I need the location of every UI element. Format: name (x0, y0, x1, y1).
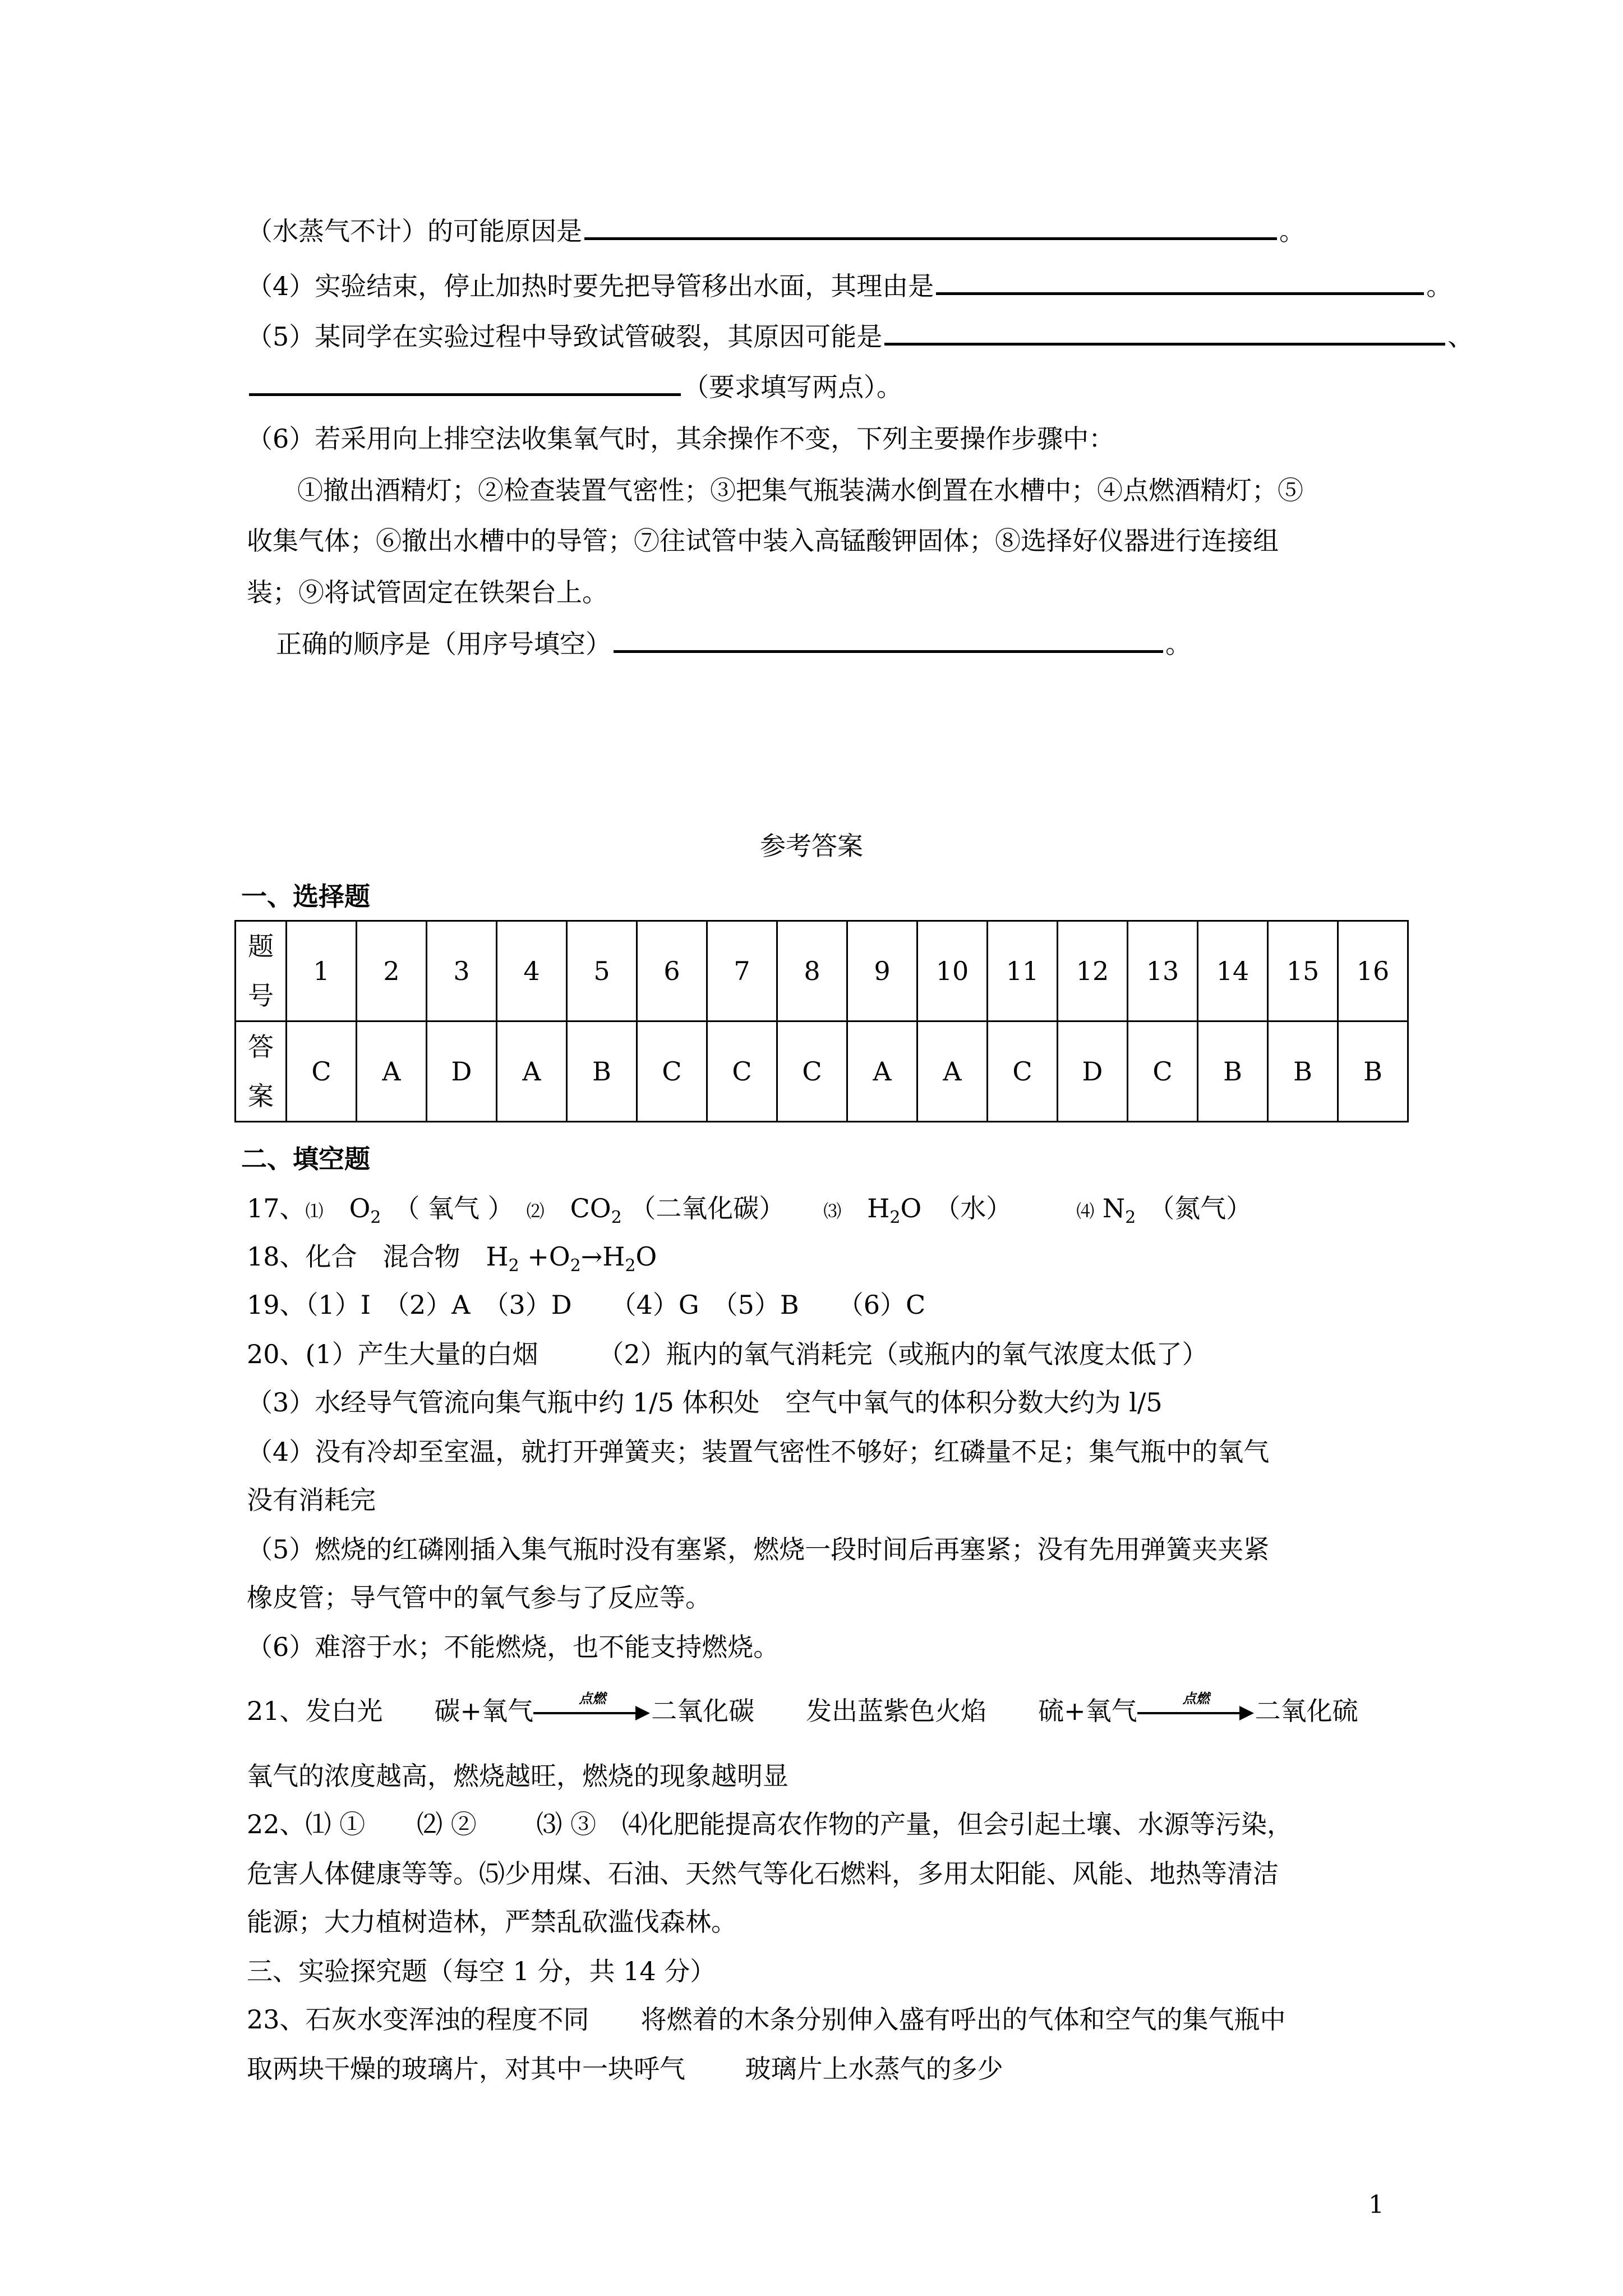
number-cell: 3 (427, 921, 497, 1022)
q-line-7: 收集气体；⑥撤出水槽中的导管；⑦往试管中装入高锰酸钾固体；⑧选择好仪器进行连接组 (247, 526, 1279, 556)
number-cell: 10 (917, 921, 988, 1022)
section-title-fill: 二、填空题 (241, 1144, 370, 1174)
arrow-icon: → (580, 1241, 603, 1272)
answer-cell: C (637, 1022, 707, 1122)
answer-cell: D (1058, 1022, 1128, 1122)
answer-cell: C (287, 1022, 357, 1122)
section-title-choice: 一、选择题 (241, 881, 370, 912)
answer-cell: C (777, 1022, 847, 1122)
answer-19: 19、（1）I （2）A （3）D （4）G （5）B （6）C (247, 1290, 926, 1320)
number-cell: 6 (637, 921, 707, 1022)
answer-cell: C (1128, 1022, 1198, 1122)
q-text: （4）实验结束，停止加热时要先把导管移出水面，其理由是 (247, 271, 934, 301)
number-cell: 9 (847, 921, 917, 1022)
answer-cell: B (567, 1022, 637, 1122)
q-line-1: （水蒸气不计）的可能原因是 。 (247, 216, 1305, 246)
answer-21-line-1: 21、发白光 碳+氧气 点燃 二氧化碳 发出蓝紫色火焰 硫+氧气 点燃 二氧化硫 (247, 1690, 1358, 1726)
answer-cell: A (497, 1022, 567, 1122)
answer-18: 18、化合 混合物 $H_2 +O_2\to H_2O$ (247, 1241, 657, 1276)
q-line-4: （要求填写两点）。 (247, 370, 902, 404)
answer-blank[interactable] (884, 320, 1445, 346)
answer-blank[interactable] (614, 628, 1163, 653)
q-text: （水蒸气不计）的可能原因是 (247, 216, 582, 246)
q-line-3: （5）某同学在实验过程中导致试管破裂，其原因可能是 、 (247, 321, 1474, 352)
answer-20-line-5: （5）燃烧的红磷刚插入集气瓶时没有塞紧，燃烧一段时间后再塞紧；没有先用弹簧夹夹紧 (247, 1534, 1270, 1565)
answer-cell: D (427, 1022, 497, 1122)
number-cell: 12 (1058, 921, 1128, 1022)
number-cell: 5 (567, 921, 637, 1022)
answer-cell: C (988, 1022, 1058, 1122)
page-number: 1 (1368, 2191, 1384, 2219)
number-cell: 1 (287, 921, 357, 1022)
number-cell: 7 (707, 921, 777, 1022)
answer-table (234, 920, 1409, 1122)
q-line-5: （6）若采用向上排空法收集氧气时，其余操作不变，下列主要操作步骤中： (247, 424, 1115, 454)
answer-20-line-1: 20、(1）产生大量的白烟 （2）瓶内的氧气消耗完（或瓶内的氧气浓度太低了） (247, 1339, 1208, 1369)
answer-23-line-1: 23、石灰水变浑浊的程度不同 将燃着的木条分别伸入盛有呼出的气体和空气的集气瓶中 (247, 2004, 1286, 2035)
answer-22-line-3: 能源；大力植树造林，严禁乱砍滥伐森林。 (247, 1907, 737, 1937)
number-cell: 16 (1338, 921, 1408, 1022)
answer-cell: A (917, 1022, 988, 1122)
answer-cell: A (357, 1022, 427, 1122)
answer-cell: C (707, 1022, 777, 1122)
q-text: 正确的顺序是（用序号填空） (276, 629, 611, 659)
number-cell: 2 (357, 921, 427, 1022)
answer-17: 17、⑴ $O_2$ （ 氧气 ） ⑵ $CO_2$ （二氧化碳） ⑶ $H_2O$ （水） ⑷ $N_2$ （氮气） (247, 1193, 1252, 1228)
q-line-8: 装；⑨将试管固定在铁架台上。 (247, 577, 608, 608)
q-line-9: 正确的顺序是（用序号填空） 。 (276, 629, 1191, 659)
number-cell: 8 (777, 921, 847, 1022)
number-cell: 15 (1268, 921, 1338, 1022)
number-cell: 11 (988, 921, 1058, 1022)
number-cell: 13 (1128, 921, 1198, 1022)
reaction-arrow-icon: 点燃 (533, 1702, 651, 1724)
answer-23-line-2: 取两块干燥的玻璃片，对其中一块呼气 玻璃片上水蒸气的多少 (247, 2054, 1003, 2084)
answer-21-line-2: 氧气的浓度越高，燃烧越旺，燃烧的现象越明显 (247, 1761, 789, 1791)
section-title-experiment: 三、实验探究题（每空 1 分，共 14 分） (247, 1956, 716, 1986)
answer-20-line-7: （6）难溶于水；不能燃烧，也不能支持燃烧。 (247, 1632, 780, 1662)
table-row-numbers (236, 921, 1408, 1022)
answer-blank[interactable] (936, 270, 1424, 295)
answer-cell: B (1338, 1022, 1408, 1122)
row-label-answer: 答 案 (236, 1022, 287, 1122)
answer-20-line-2: （3）水经导气管流向集气瓶中约 1/5 体积处 空气中氧气的体积分数大约为 l/5 (247, 1387, 1163, 1418)
number-cell: 4 (497, 921, 567, 1022)
row-label-number: 题 号 (236, 921, 287, 1022)
answer-20-line-4: 没有消耗完 (247, 1485, 376, 1515)
q-text: （5）某同学在实验过程中导致试管破裂，其原因可能是 (247, 321, 883, 352)
q-line-2: （4）实验结束，停止加热时要先把导管移出水面，其理由是 。 (247, 271, 1453, 301)
answer-blank[interactable] (584, 215, 1277, 240)
answer-20-line-3: （4）没有冷却至室温，就打开弹簧夹；装置气密性不够好；红磷量不足；集气瓶中的氧气 (247, 1437, 1270, 1467)
answer-22-line-2: 危害人体健康等等。⑸少用煤、石油、天然气等化石燃料，多用太阳能、风能、地热等清洁 (247, 1858, 1279, 1889)
answer-20-line-6: 橡皮管；导气管中的氧气参与了反应等。 (247, 1582, 711, 1613)
answer-cell: B (1268, 1022, 1338, 1122)
q-line-6: ①撤出酒精灯；②检查装置气密性；③把集气瓶装满水倒置在水槽中；④点燃酒精灯；⑤ (297, 475, 1303, 505)
table-row-answers (236, 1022, 1408, 1122)
answer-cell: A (847, 1022, 917, 1122)
answer-22-line-1: 22、⑴ ① ⑵ ② ⑶ ③ ⑷化肥能提高农作物的产量，但会引起土壤、水源等污染， (247, 1809, 1293, 1839)
reaction-arrow-icon: 点燃 (1137, 1702, 1255, 1724)
number-cell: 14 (1198, 921, 1268, 1022)
answer-cell: B (1198, 1022, 1268, 1122)
answer-title: 参考答案 (760, 831, 863, 861)
answer-blank[interactable] (249, 371, 681, 396)
